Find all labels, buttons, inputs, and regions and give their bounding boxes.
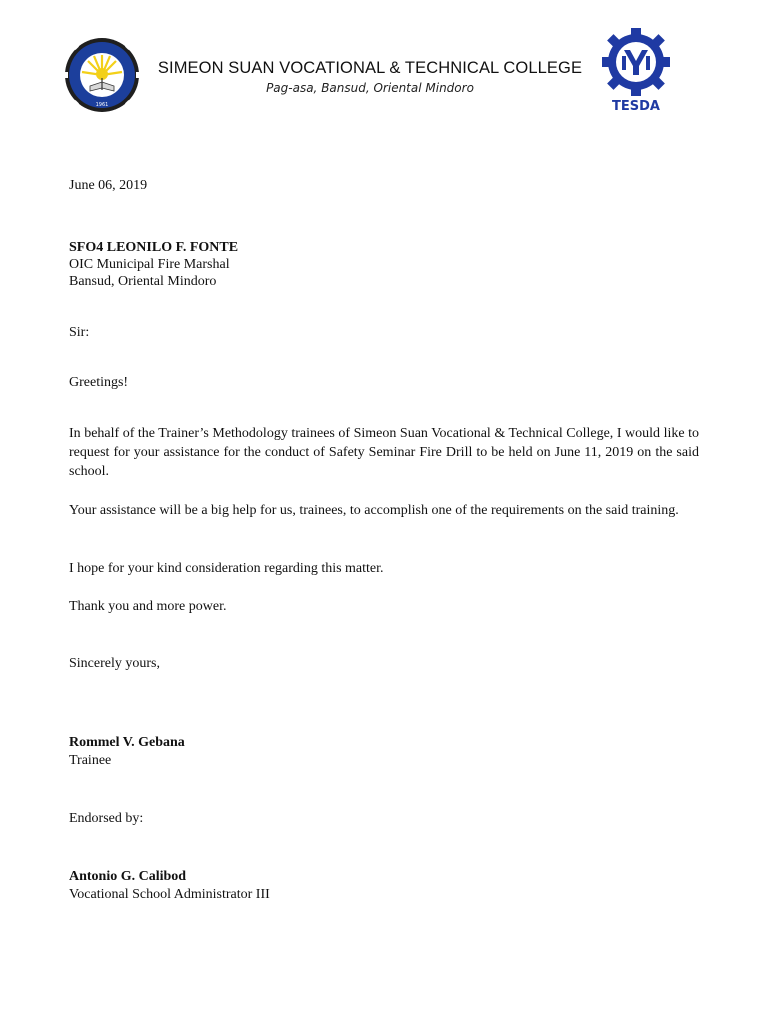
college-name: SIMEON SUAN VOCATIONAL & TECHNICAL COLLEGE [157, 59, 583, 77]
recipient-address: Bansud, Oriental Mindoro [69, 274, 217, 289]
recipient-title: OIC Municipal Fire Marshal [69, 257, 230, 272]
sender-title: Trainee [69, 753, 112, 768]
tesda-gear-icon [600, 28, 672, 114]
body-paragraph: Your assistance will be a big help for us, trainees, to accomplish one of the requirements on the said training. [69, 503, 679, 518]
body-paragraph: I hope for your kind consideration regarding this matter. [69, 561, 384, 576]
college-seal-icon [64, 34, 140, 116]
letterhead [0, 0, 768, 130]
endorser-name: Antonio G. Calibod [69, 869, 187, 884]
endorser-title: Vocational School Administrator III [69, 887, 270, 902]
body-paragraph: Thank you and more power. [69, 599, 227, 614]
greeting: Greetings! [69, 375, 129, 390]
body-paragraph: In behalf of the Trainer’s Methodology trainees of Simeon Suan Vocational & Technical College, I would like to request for your assistance for the conduct of Safety Seminar Fire Drill to be held on June 11, 2019 on the said school. [69, 426, 699, 479]
sender-name: Rommel V. Gebana [69, 735, 185, 750]
recipient-name: SFO4 LEONILO F. FONTE [69, 240, 239, 255]
college-address: Pag-asa, Bansud, Oriental Mindoro [266, 81, 474, 95]
tesda-label: TESDA [612, 99, 660, 114]
closing: Sincerely yours, [69, 656, 160, 671]
endorsement-label: Endorsed by: [69, 811, 144, 826]
salutation: Sir: [69, 325, 90, 340]
letter-date: June 06, 2019 [69, 178, 148, 193]
svg-text:1961: 1961 [95, 102, 109, 108]
